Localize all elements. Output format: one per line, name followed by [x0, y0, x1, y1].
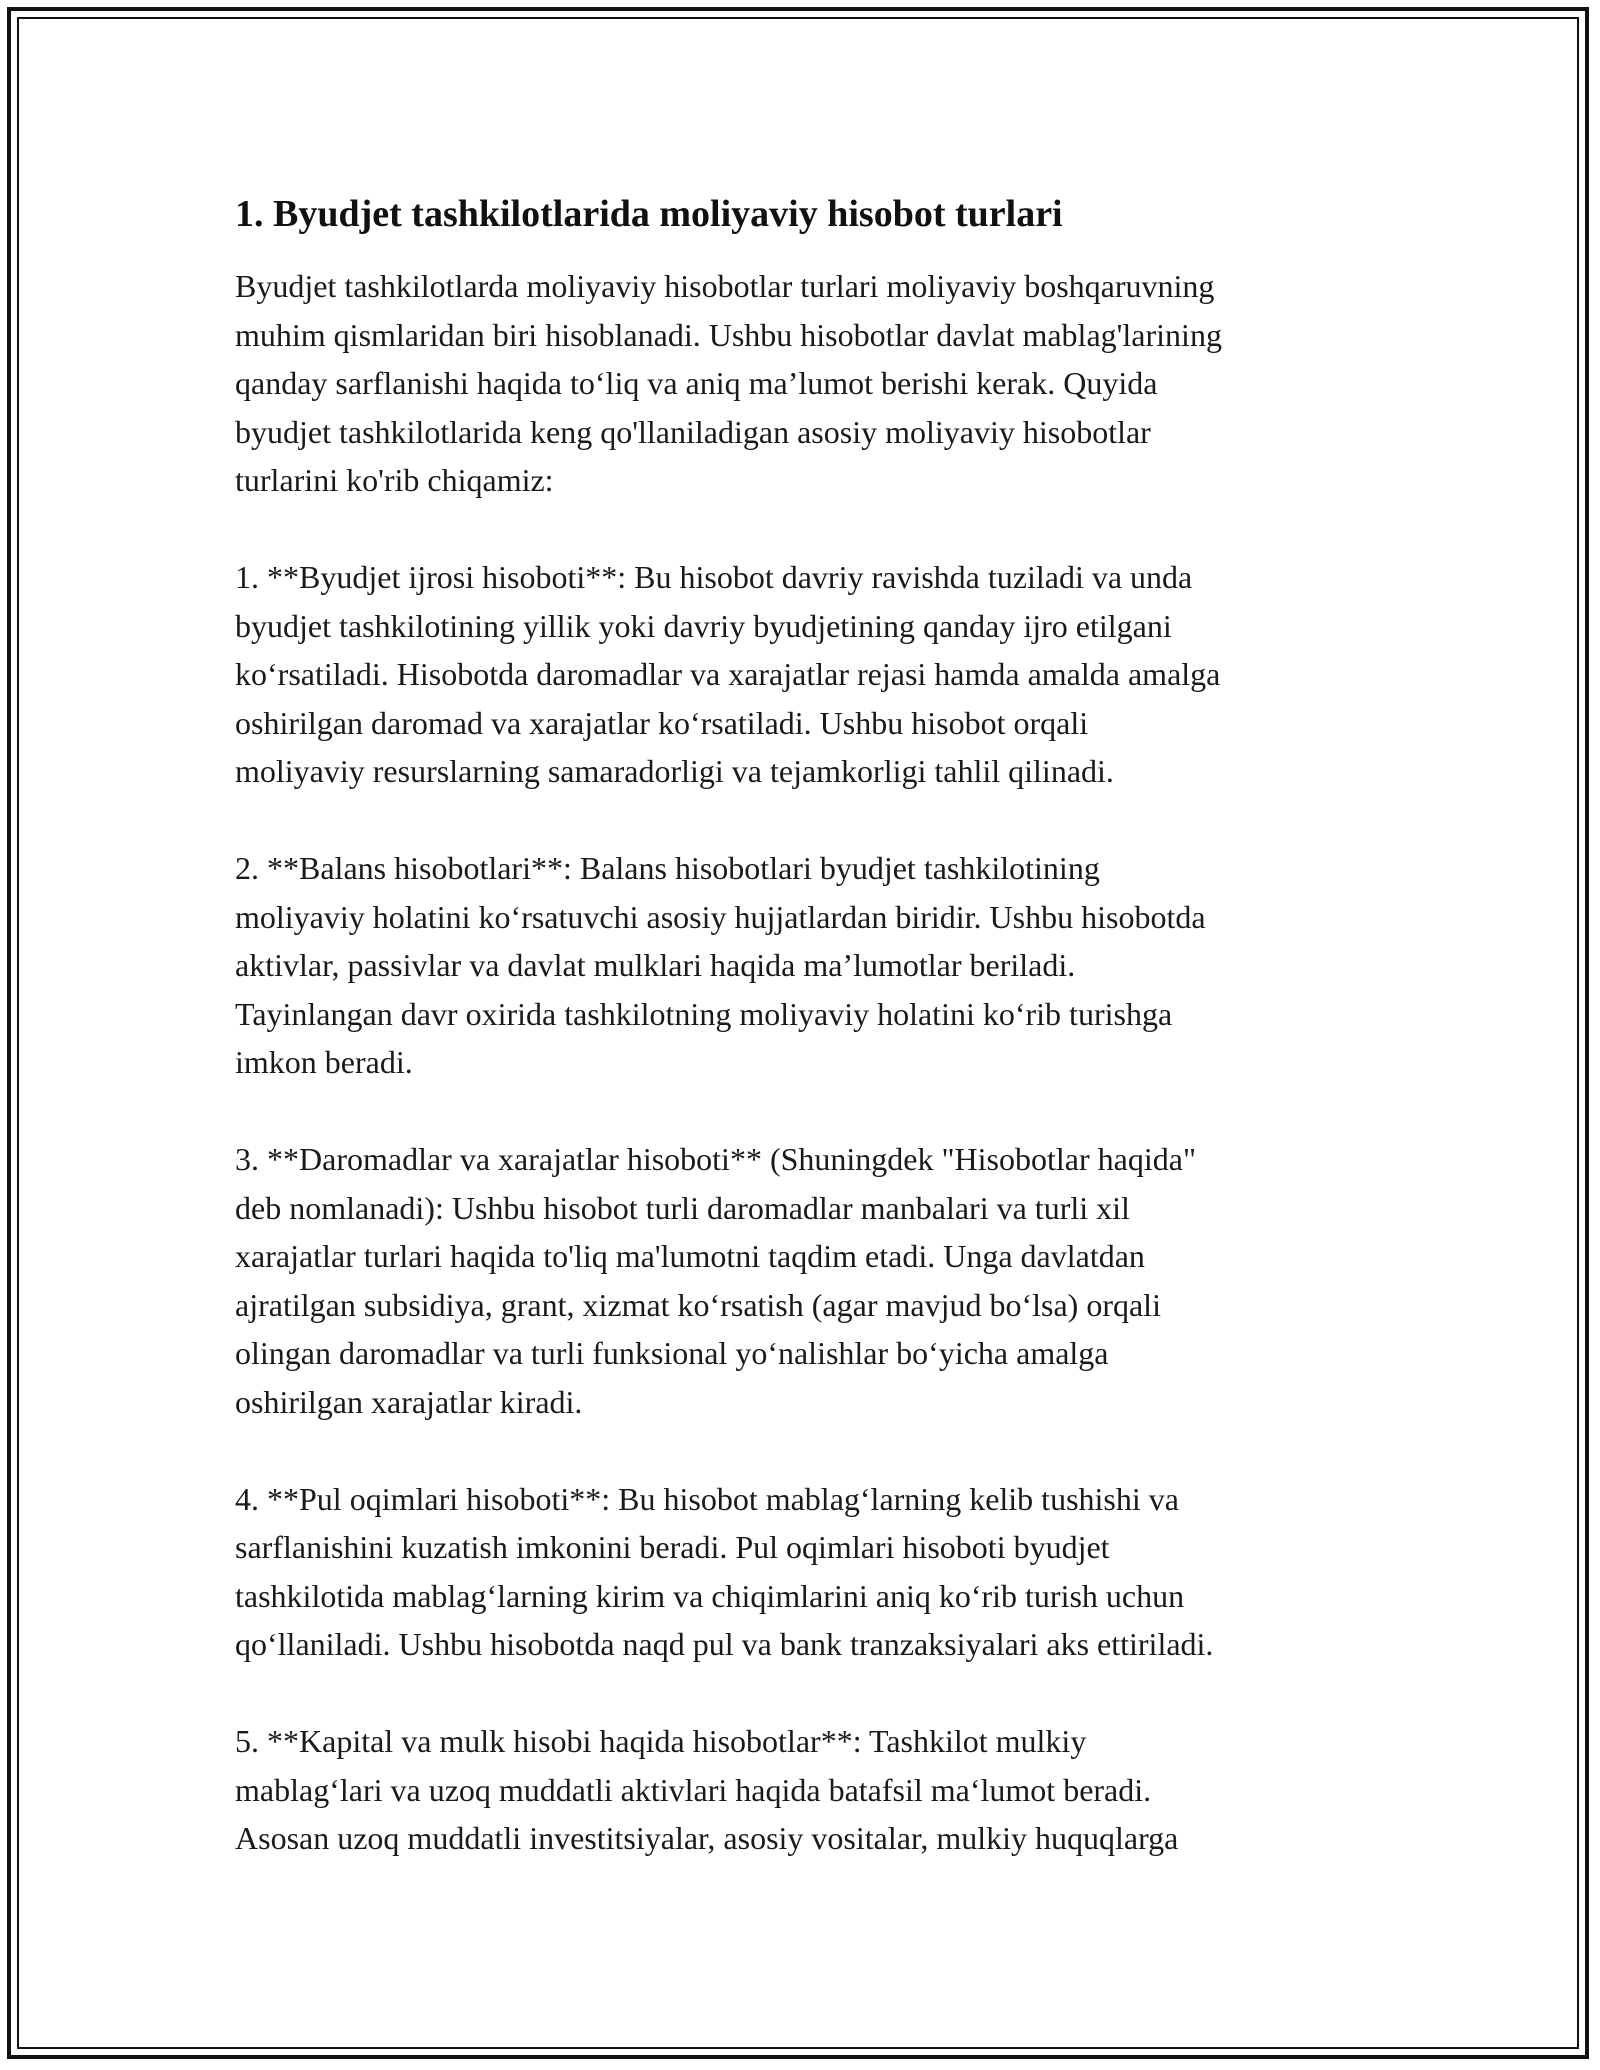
text-line: tashkilotida mablag‘larning kirim va chiqimlarini aniq ko‘rib turish uchun: [235, 1577, 1185, 1614]
text-line: Byudjet tashkilotlarda moliyaviy hisobotlar turlari moliyaviy boshqaruvning: [235, 268, 1215, 304]
list-item-balance: [235, 844, 1375, 1087]
text-line: moliyaviy resurslarning samaradorligi va tejamkorligi tahlil qilinadi.: [235, 753, 1114, 789]
text-line: ajratilgan subsidiya, grant, xizmat ko‘rsatish (agar mavjud bo‘lsa) orqali: [235, 1286, 1161, 1323]
text-line: deb nomlanadi): Ushbu hisobot turli daromadlar manbalari va turli xil: [235, 1189, 1130, 1226]
text-line: oshirilgan xarajatlar kiradi.: [235, 1383, 583, 1420]
text-line: ko‘rsatiladi. Hisobotda daromadlar va xarajatlar rejasi hamda amalda amalga: [235, 656, 1221, 692]
intro-paragraph: [235, 262, 1375, 505]
text-line: byudjet tashkilotlarida keng qo'llaniladigan asosiy moliyaviy hisobotlar: [235, 413, 1151, 450]
list-item-budget-execution: [235, 553, 1375, 796]
list-item-cash-flow: [235, 1475, 1375, 1669]
text-line: imkon beradi.: [235, 1044, 413, 1080]
text-line: turlarini ko'rib chiqamiz:: [235, 462, 554, 498]
text-line: Tayinlangan davr oxirida tashkilotning moliyaviy holatini ko‘rib turishga: [235, 995, 1173, 1032]
list-item-income-expenses: [235, 1135, 1375, 1426]
text-line: oshirilgan daromad va xarajatlar ko‘rsatiladi. Ushbu hisobot orqali: [235, 704, 1089, 741]
section-heading: 1. Byudjet tashkilotlarida moliyaviy hisobot turlari: [235, 193, 1063, 235]
text-line: olingan daromadlar va turli funksional yo‘nalishlar bo‘yicha amalga: [235, 1335, 1109, 1371]
list-item-capital-property: [235, 1717, 1375, 1863]
text-line: 1. **Byudjet ijrosi hisoboti**: Bu hisobot davriy ravishda tuziladi va unda: [235, 559, 1193, 595]
text-line: Asosan uzoq muddatli investitsiyalar, asosiy vositalar, mulkiy huquqlarga: [235, 1820, 1179, 1856]
text-line: 4. **Pul oqimlari hisoboti**: Bu hisobot mablag‘larning kelib tushishi va: [235, 1480, 1179, 1517]
text-line: qo‘llaniladi. Ushbu hisobotda naqd pul va bank tranzaksiyalari aks ettiriladi.: [235, 1626, 1214, 1662]
document-body: [235, 188, 1375, 1911]
text-line: sarflanishini kuzatish imkonini beradi. Pul oqimlari hisoboti byudjet: [235, 1529, 1110, 1565]
text-line: moliyaviy holatini ko‘rsatuvchi asosiy hujjatlardan biridir. Ushbu hisobotda: [235, 898, 1206, 935]
text-line: aktivlar, passivlar va davlat mulklari haqida ma’lumotlar beriladi.: [235, 947, 1076, 983]
text-line: 3. **Daromadlar va xarajatlar hisoboti** (Shuningdek "Hisobotlar haqida": [235, 1141, 1196, 1177]
text-line: 2. **Balans hisobotlari**: Balans hisobotlari byudjet tashkilotining: [235, 850, 1100, 886]
text-line: mablag‘lari va uzoq muddatli aktivlari haqida batafsil ma‘lumot beradi.: [235, 1771, 1152, 1808]
text-line: 5. **Kapital va mulk hisobi haqida hisobotlar**: Tashkilot mulkiy: [235, 1723, 1087, 1759]
text-line: xarajatlar turlari haqida to'liq ma'lumotni taqdim etadi. Unga davlatdan: [235, 1238, 1145, 1274]
text-line: muhim qismlaridan biri hisoblanadi. Ushbu hisobotlar davlat mablag'larining: [235, 316, 1222, 353]
text-line: byudjet tashkilotining yillik yoki davriy byudjetining qanday ijro etilgani: [235, 607, 1172, 644]
text-line: qanday sarflanishi haqida to‘liq va aniq ma’lumot berishi kerak. Quyida: [235, 365, 1158, 401]
